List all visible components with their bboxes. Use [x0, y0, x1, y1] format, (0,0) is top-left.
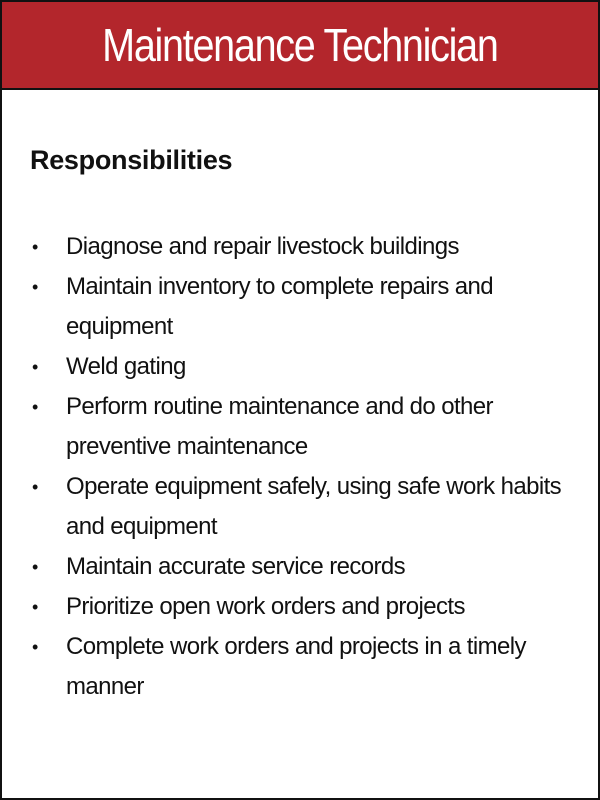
list-item-text: Perform routine maintenance and do other preventive maintenance [66, 393, 493, 460]
list-item [26, 387, 586, 467]
bullet-icon: • [32, 477, 38, 497]
list-item [26, 467, 586, 547]
list-item [26, 547, 586, 587]
list-item-text: Prioritize open work orders and projects [66, 593, 465, 620]
bullet-icon: • [32, 557, 38, 577]
list-item [26, 267, 586, 347]
list-item-text: Operate equipment safely, using safe work habits and equipment [66, 473, 562, 540]
list-item [26, 227, 586, 267]
list-item [26, 627, 586, 707]
bullet-icon: • [32, 237, 38, 257]
list-item [26, 347, 586, 387]
list-item-text: Maintain inventory to complete repairs and equipment [66, 273, 494, 340]
list-item-text: Diagnose and repair livestock buildings [66, 233, 459, 260]
bullet-icon: • [32, 597, 38, 617]
bullet-icon: • [32, 357, 38, 377]
bullet-icon: • [32, 637, 38, 657]
responsibilities-list [26, 227, 586, 707]
list-item-text: Weld gating [66, 353, 186, 380]
responsibilities-heading: Responsibilities [30, 145, 233, 175]
list-item-text: Maintain accurate service records [66, 553, 406, 580]
bullet-icon: • [32, 397, 38, 417]
title-banner [2, 2, 598, 90]
list-item-text: Complete work orders and projects in a timely manner [66, 633, 526, 700]
job-title: Maintenance Technician [102, 19, 498, 71]
bullet-icon: • [32, 277, 38, 297]
list-item [26, 587, 586, 627]
